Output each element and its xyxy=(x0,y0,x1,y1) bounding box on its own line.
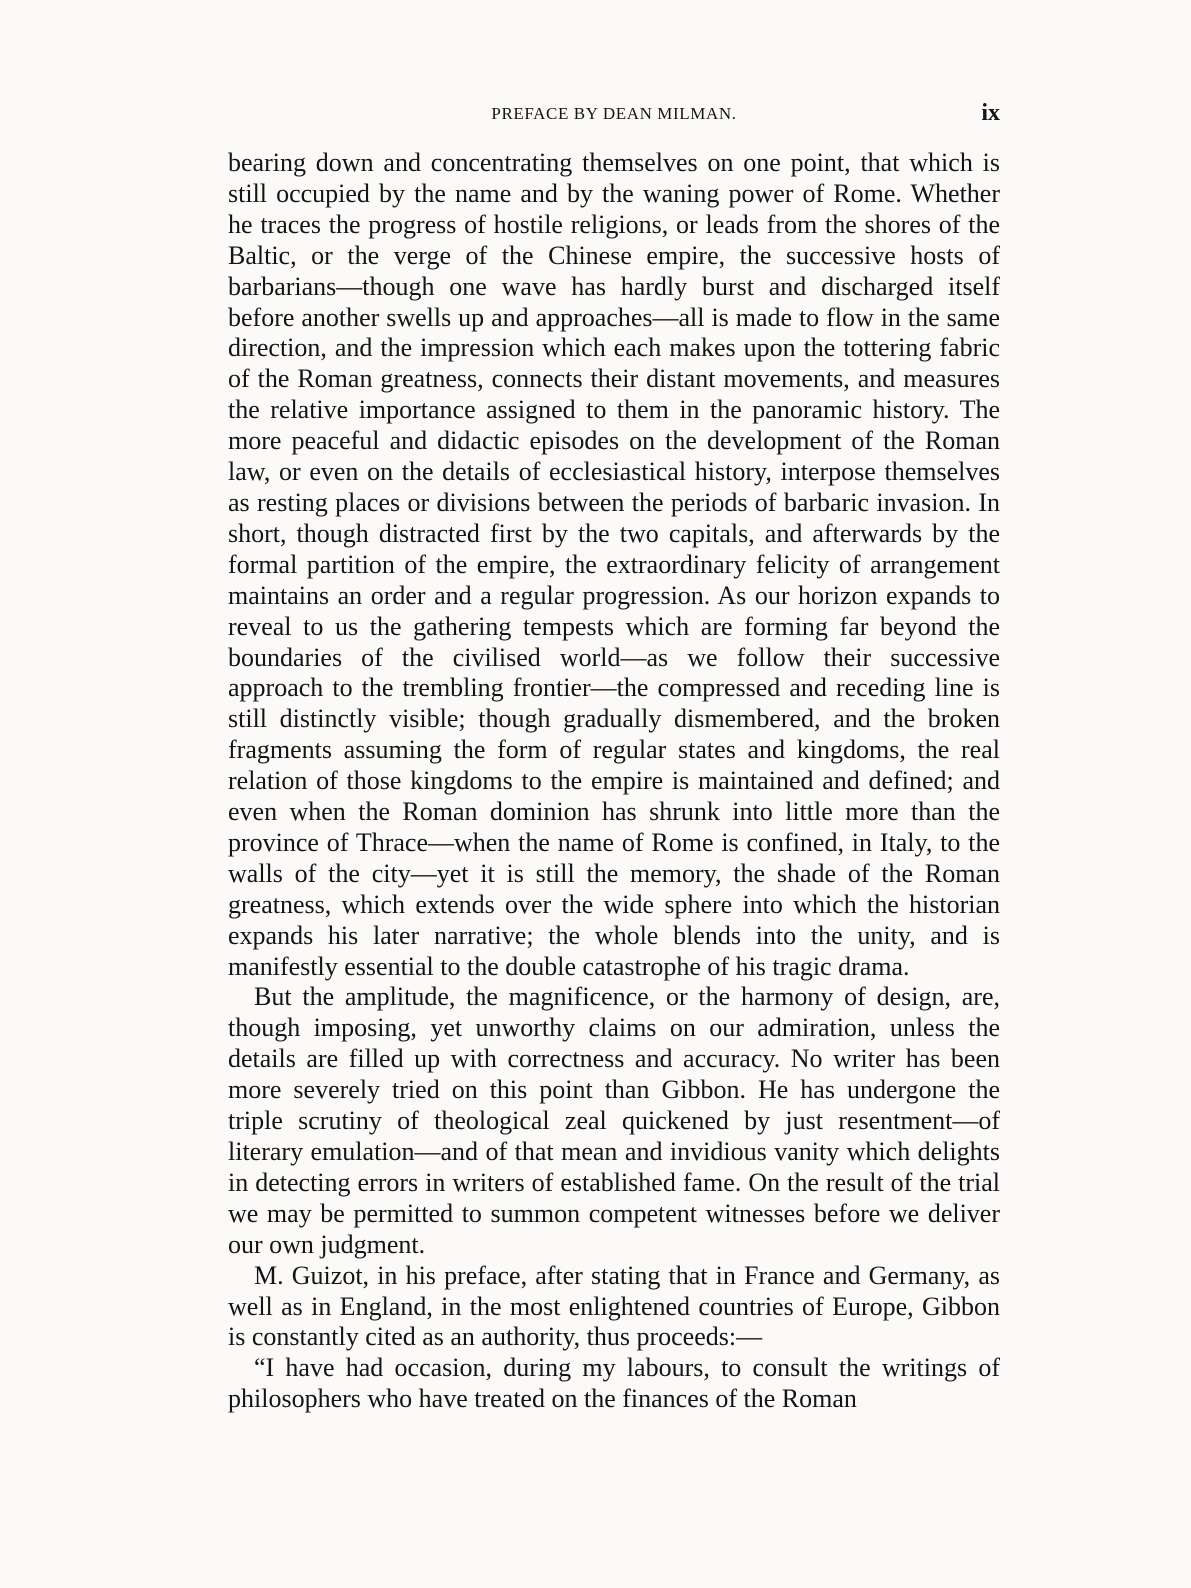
running-title: PREFACE BY DEAN MILMAN. xyxy=(491,104,737,123)
paragraph-quotation: “I have had occasion, during my labours, to consult the writings of philosophers who have treated on the finances of the Roman xyxy=(228,1353,1000,1414)
paragraph-details: But the amplitude, the magnificence, or the harmony of design, are, though imposing, yet unworthy claims on our admiration, unless the details are filled up with correctness and accuracy. No writer has been more severely tried on this point than Gibbon. He has undergone the triple scrutiny of theological zeal quickened by just resentment—of literary emulation—and of that mean and invidious vanity which delights in detecting errors in writers of established fame. On the result of the trial we may be permitted to summon competent witnesses before we deliver our own judgment. xyxy=(228,982,1000,1259)
paragraph-guizot: M. Guizot, in his preface, after stating that in France and Germany, as well as in England, in the most enlightened countries of Europe, Gibbon is constantly cited as an authority, thus proceeds:— xyxy=(228,1260,1000,1352)
page-number: ix xyxy=(981,100,1000,126)
running-head xyxy=(228,100,1000,134)
paragraph-continued: bearing down and concentrating themselves on one point, that which is still occupied by the name and by the waning power of Rome. Whether he traces the progress of hostile religions, or leads from the shores of the Baltic, or the verge of the Chinese empire, the successive hosts of barbarians—though one wave has hardly burst and discharged itself before another swells up and approaches—all is made to flow in the same direction, and the impression which each makes upon the tottering fabric of the Roman greatness, connects their distant movements, and measures the relative importance assigned to them in the panoramic history. The more peaceful and didactic episodes on the development of the Roman law, or even on the details of ecclesiastical history, interpose themselves as resting places or divisions between the periods of barbaric invasion. In short, though distracted first by the two capitals, and afterwards by the formal partition of the empire, the extraordinary felicity of arrangement maintains an order and a regular progression. As our horizon expands to reveal to us the gathering tempests which are forming far beyond the boundaries of the civilised world—as we follow their successive approach to the trembling frontier—the compressed and receding line is still distinctly visible; though gradually dismembered, and the broken fragments assuming the form of regular states and kingdoms, the real relation of those kingdoms to the empire is maintained and defined; and even when the Roman dominion has shrunk into little more than the province of Thrace—when the name of Rome is confined, in Italy, to the walls of the city—yet it is still the memory, the shade of the Roman greatness, which extends over the wide sphere into which the historian expands his later narrative; the whole blends into the unity, and is manifestly essential to the double catastrophe of his tragic drama. xyxy=(228,148,1000,981)
body-text xyxy=(228,148,1000,1415)
